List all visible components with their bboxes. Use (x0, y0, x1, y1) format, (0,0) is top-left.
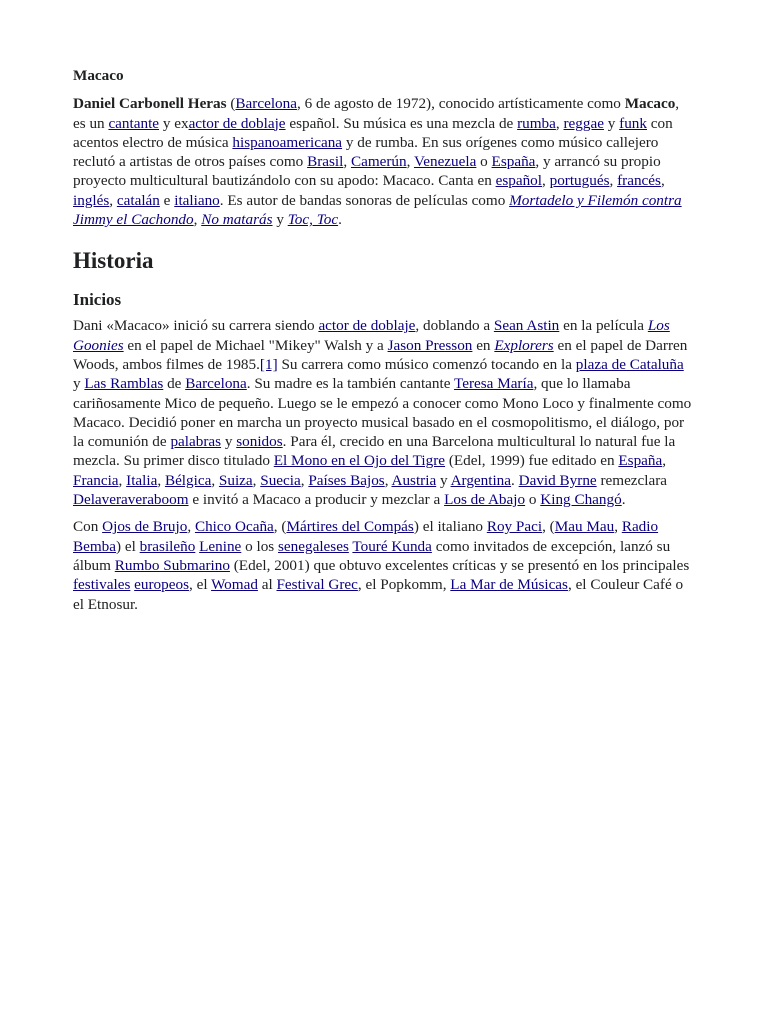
text: , doblando a (415, 317, 494, 335)
text: o (476, 153, 492, 171)
inicios-paragraph-1 (73, 316, 695, 509)
link-festivales[interactable]: festivales (73, 576, 131, 594)
text: . Su madre es la también cantante (246, 375, 454, 393)
text: y ex (159, 114, 189, 132)
text: como invitados de excepción, lanzó su álbum (73, 537, 671, 574)
link-catalan[interactable]: catalán (116, 191, 160, 209)
link-king-chango[interactable]: King Changó (540, 491, 622, 509)
section-heading-historia: Historia (73, 248, 154, 274)
text: , el Popkomm, (357, 576, 451, 594)
text: al (257, 576, 277, 594)
link-actor-de-doblaje[interactable]: actor de doblaje (188, 114, 286, 132)
link-italia[interactable]: Italia (126, 471, 158, 489)
text: , (609, 172, 618, 190)
link-belgica[interactable]: Bélgica (164, 471, 212, 489)
article (73, 66, 695, 622)
text: y de rumba. En sus orígenes como músico callejero reclutó a artistas de otros países como (73, 133, 659, 171)
text: , (555, 114, 564, 132)
text: , (343, 153, 351, 171)
link-mortadelo[interactable]: Mortadelo y Filemón contra Jimmy el Cachondo (73, 191, 682, 229)
text: español. Su música es una mezcla de (285, 114, 518, 132)
text: con acentos electro de música (73, 114, 673, 151)
link-ojos-de-brujo[interactable]: Ojos de Brujo (102, 518, 188, 536)
subsection-heading-inicios: Inicios (73, 290, 122, 310)
link-palabras[interactable]: palabras (170, 433, 222, 451)
text: . (338, 211, 342, 229)
link-chico-ocana[interactable]: Chico Ocaña (194, 518, 274, 536)
link-austria[interactable]: Austria (391, 471, 437, 489)
subject-alias: Macaco (624, 95, 676, 113)
intro-paragraph (73, 94, 695, 229)
text: , (187, 518, 195, 536)
text: de (163, 375, 186, 393)
text: , (662, 452, 667, 470)
text: , (660, 172, 665, 190)
link-argentina[interactable]: Argentina (450, 471, 512, 489)
link-delaveraveraboom[interactable]: Delaveraveraboom (73, 491, 189, 509)
text: ( (226, 95, 236, 113)
page-title: Macaco (73, 67, 124, 84)
text: ) el italiano (413, 518, 487, 536)
text: ) el (116, 537, 140, 555)
link-sean-astin[interactable]: Sean Astin (493, 317, 560, 335)
text: , (211, 471, 219, 489)
text: , (542, 172, 550, 190)
text: . Para él, crecido en una Barcelona multicultural lo natural fue la mezcla. Su primer disco titulado (73, 433, 676, 470)
link-suiza[interactable]: Suiza (218, 471, 253, 489)
text: , ( (273, 518, 287, 536)
subject-name: Daniel Carbonell Heras (73, 95, 227, 113)
text: en la película (559, 317, 648, 335)
link-lenine[interactable]: Lenine (199, 537, 242, 555)
link-funk[interactable]: funk (619, 114, 647, 132)
link-los-goonies[interactable]: Los Goonies (73, 317, 670, 354)
text: en (472, 336, 495, 354)
link-radio-bemba[interactable]: Radio Bemba (73, 518, 659, 555)
link-actor-de-doblaje[interactable]: actor de doblaje (318, 317, 416, 335)
text: Su carrera como músico comenzó tocando en la (277, 355, 576, 373)
link-italiano[interactable]: italiano (174, 191, 220, 209)
text: , (406, 153, 414, 171)
link-sonidos[interactable]: sonidos (236, 433, 283, 451)
text: . Es autor de bandas sonoras de películas como (219, 191, 510, 209)
text: o (525, 491, 541, 509)
link-la-mar-de-musicas[interactable]: La Mar de Músicas (450, 576, 568, 594)
link-brasileno[interactable]: brasileño (139, 537, 196, 555)
link-francia[interactable]: Francia (73, 471, 119, 489)
link-martires-del-compas[interactable]: Mártires del Compás (286, 518, 414, 536)
text: , y arrancó su propio proyecto multicultural bautizándolo con su apodo: Macaco. Canta en (73, 153, 661, 190)
text: e invitó a Macaco a producir y mezclar a (188, 491, 445, 509)
text: Dani «Macaco» inició su carrera siendo (73, 317, 319, 335)
link-rumbo-submarino[interactable]: Rumbo Submarino (114, 556, 230, 574)
text: , (384, 471, 392, 489)
link-jason-presson[interactable]: Jason Presson (387, 336, 473, 354)
link-toc-toc[interactable]: Toc, Toc (287, 211, 339, 229)
text: , 6 de agosto de 1972), conocido artísticamente como (296, 95, 625, 113)
link-no-mataras[interactable]: No matarás (201, 211, 273, 229)
text: . (511, 471, 519, 489)
inicios-paragraph-2 (73, 517, 695, 613)
text: , (109, 191, 117, 209)
text: en el papel de Michael "Mikey" Walsh y a (123, 336, 388, 354)
link-portugues[interactable]: portugués (549, 172, 610, 190)
text: o los (241, 537, 279, 555)
link-paises-bajos[interactable]: Países Bajos (308, 471, 385, 489)
link-cantante[interactable]: cantante (108, 114, 160, 132)
text: (Edel, 1999) fue editado en (445, 452, 619, 470)
text: e (159, 191, 175, 209)
link-espanol[interactable]: español (495, 172, 542, 190)
link-festival-grec[interactable]: Festival Grec (276, 576, 358, 594)
link-frances[interactable]: francés (617, 172, 661, 190)
link-womad[interactable]: Womad (211, 576, 258, 594)
text: , (193, 211, 202, 229)
link-david-byrne[interactable]: David Byrne (518, 471, 597, 489)
link-senegaleses[interactable]: senegaleses (278, 537, 349, 555)
link-espana[interactable]: España (618, 452, 663, 470)
text: en el papel de Darren Woods, ambos filmes de 1985. (73, 336, 688, 373)
link-barcelona[interactable]: Barcelona (235, 95, 297, 113)
link-hispanoamericana[interactable]: hispanoamericana (232, 133, 343, 151)
link-venezuela[interactable]: Venezuela (413, 153, 477, 171)
link-el-mono-en-el-ojo-del-tigre[interactable]: El Mono en el Ojo del Tigre (273, 452, 446, 470)
text: , (157, 471, 165, 489)
text: (Edel, 2001) que obtuvo excelentes críticas y se presentó en los principales (229, 556, 690, 574)
link-barcelona[interactable]: Barcelona (185, 375, 247, 393)
text: y (221, 433, 237, 451)
link-camerun[interactable]: Camerún (350, 153, 407, 171)
text: y (436, 471, 451, 489)
text: . (621, 491, 626, 509)
link-teresa-maria[interactable]: Teresa María (453, 375, 534, 393)
text: , el Couleur Café o el Etnosur. (73, 576, 684, 613)
text: , es un (73, 95, 680, 132)
link-espana[interactable]: España (491, 153, 536, 171)
link-reggae[interactable]: reggae (563, 114, 604, 132)
text: remezclara (596, 471, 668, 489)
text: , (252, 471, 261, 489)
link-las-ramblas[interactable]: Las Ramblas (84, 375, 164, 393)
text: y (73, 375, 85, 393)
link-toure-kunda[interactable]: Touré Kunda (352, 537, 432, 555)
link-plaza-de-cataluna[interactable]: plaza de Cataluña (575, 355, 684, 373)
link-explorers[interactable]: Explorers (494, 336, 554, 354)
link-roy-paci[interactable]: Roy Paci (486, 518, 543, 536)
link-ingles[interactable]: inglés (73, 191, 110, 209)
text: , (118, 471, 127, 489)
text: , ( (542, 518, 555, 536)
text: y (603, 114, 620, 132)
link-europeos[interactable]: europeos (134, 576, 189, 594)
link-brasil[interactable]: Brasil (307, 153, 344, 171)
link-suecia[interactable]: Suecia (260, 471, 301, 489)
link-los-de-abajo[interactable]: Los de Abajo (444, 491, 526, 509)
link-rumba[interactable]: rumba (517, 114, 556, 132)
text: , (614, 518, 622, 536)
link-mau-mau[interactable]: Mau Mau (554, 518, 615, 536)
text: , (300, 471, 309, 489)
text: y (272, 211, 288, 229)
reference-link[interactable]: [1] (259, 355, 278, 373)
text: , el (188, 576, 212, 594)
text: Con (73, 518, 103, 536)
text: , que lo llamaba cariñosamente Mico de pequeño. Luego se le empezó a conocer como Mono Loco y finalmente como Macaco. Decidió poner en marcha un proyecto musical basado en el cosmopolitismo, el diálogo, por la comunión de (73, 375, 692, 451)
